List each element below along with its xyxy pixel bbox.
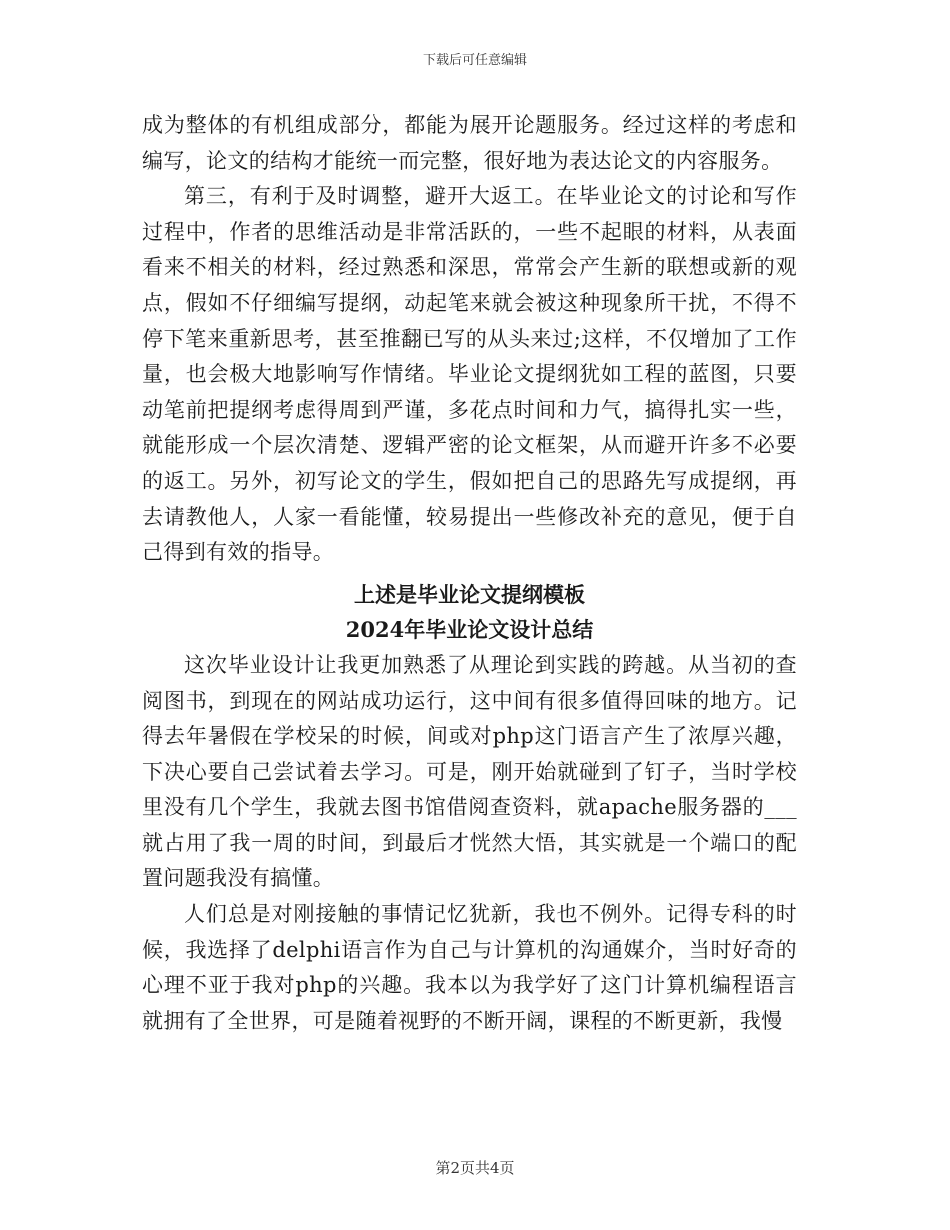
page-header-note: 下载后可任意编辑	[422, 53, 527, 68]
document-body	[142, 108, 797, 1039]
paragraph-continuation: 成为整体的有机组成部分，都能为展开论题服务。经过这样的考虑和编写，论文的结构才能统一而完整，很好地为表达论文的内容服务。	[142, 113, 797, 173]
section-heading-design-summary: 2024年毕业论文设计总结	[345, 617, 594, 643]
paragraph-summary-memory: 人们总是对刚接触的事情记忆犹新，我也不例外。记得专科的时候，我选择了delphi语言作为自己与计算机的沟通媒介，当时好奇的心理不亚于我对php的兴趣。我本以为我学好了这门计算机编程语言就拥有了全世界，可是随着视野的不断开阔，课程的不断更新，我慢	[142, 902, 797, 1033]
page-number-indicator: 第2页共4页	[435, 1159, 515, 1177]
section-heading-outline-template: 上述是毕业论文提纲模板	[354, 581, 585, 607]
paragraph-third-point: 第三，有利于及时调整，避开大返工。在毕业论文的讨论和写作过程中，作者的思维活动是非常活跃的，一些不起眼的材料，从表面看来不相关的材料，经过熟悉和深思，常常会产生新的联想或新的观点，假如不仔细编写提纲，动起笔来就会被这种现象所干扰，不得不停下笔来重新思考，甚至推翻已写的从头来过;这样，不仅增加了工作量，也会极大地影响写作情绪。毕业论文提纲犹如工程的蓝图，只要动笔前把提纲考虑得周到严谨，多花点时间和力气，搞得扎实一些，就能形成一个层次清楚、逻辑严密的论文框架，从而避开许多不必要的返工。另外，初写论文的学生，假如把自己的思路先写成提纲，再去请教他人，人家一看能懂，较易提出一些修改补充的意见，便于自己得到有效的指导。	[142, 184, 797, 565]
paragraph-summary-intro: 这次毕业设计让我更加熟悉了从理论到实践的跨越。从当初的查阅图书，到现在的网站成功运行，这中间有很多值得回味的地方。记得去年暑假在学校呆的时候，间或对php这门语言产生了浓厚兴趣，下决心要自己尝试着去学习。可是，刚开始就碰到了钉子，当时学校里没有几个学生，我就去图书馆借阅查资料，就apache服务器的___就占用了我一周的时间，到最后才恍然大悟，其实就是一个端口的配置问题我没有搞懂。	[142, 652, 797, 891]
